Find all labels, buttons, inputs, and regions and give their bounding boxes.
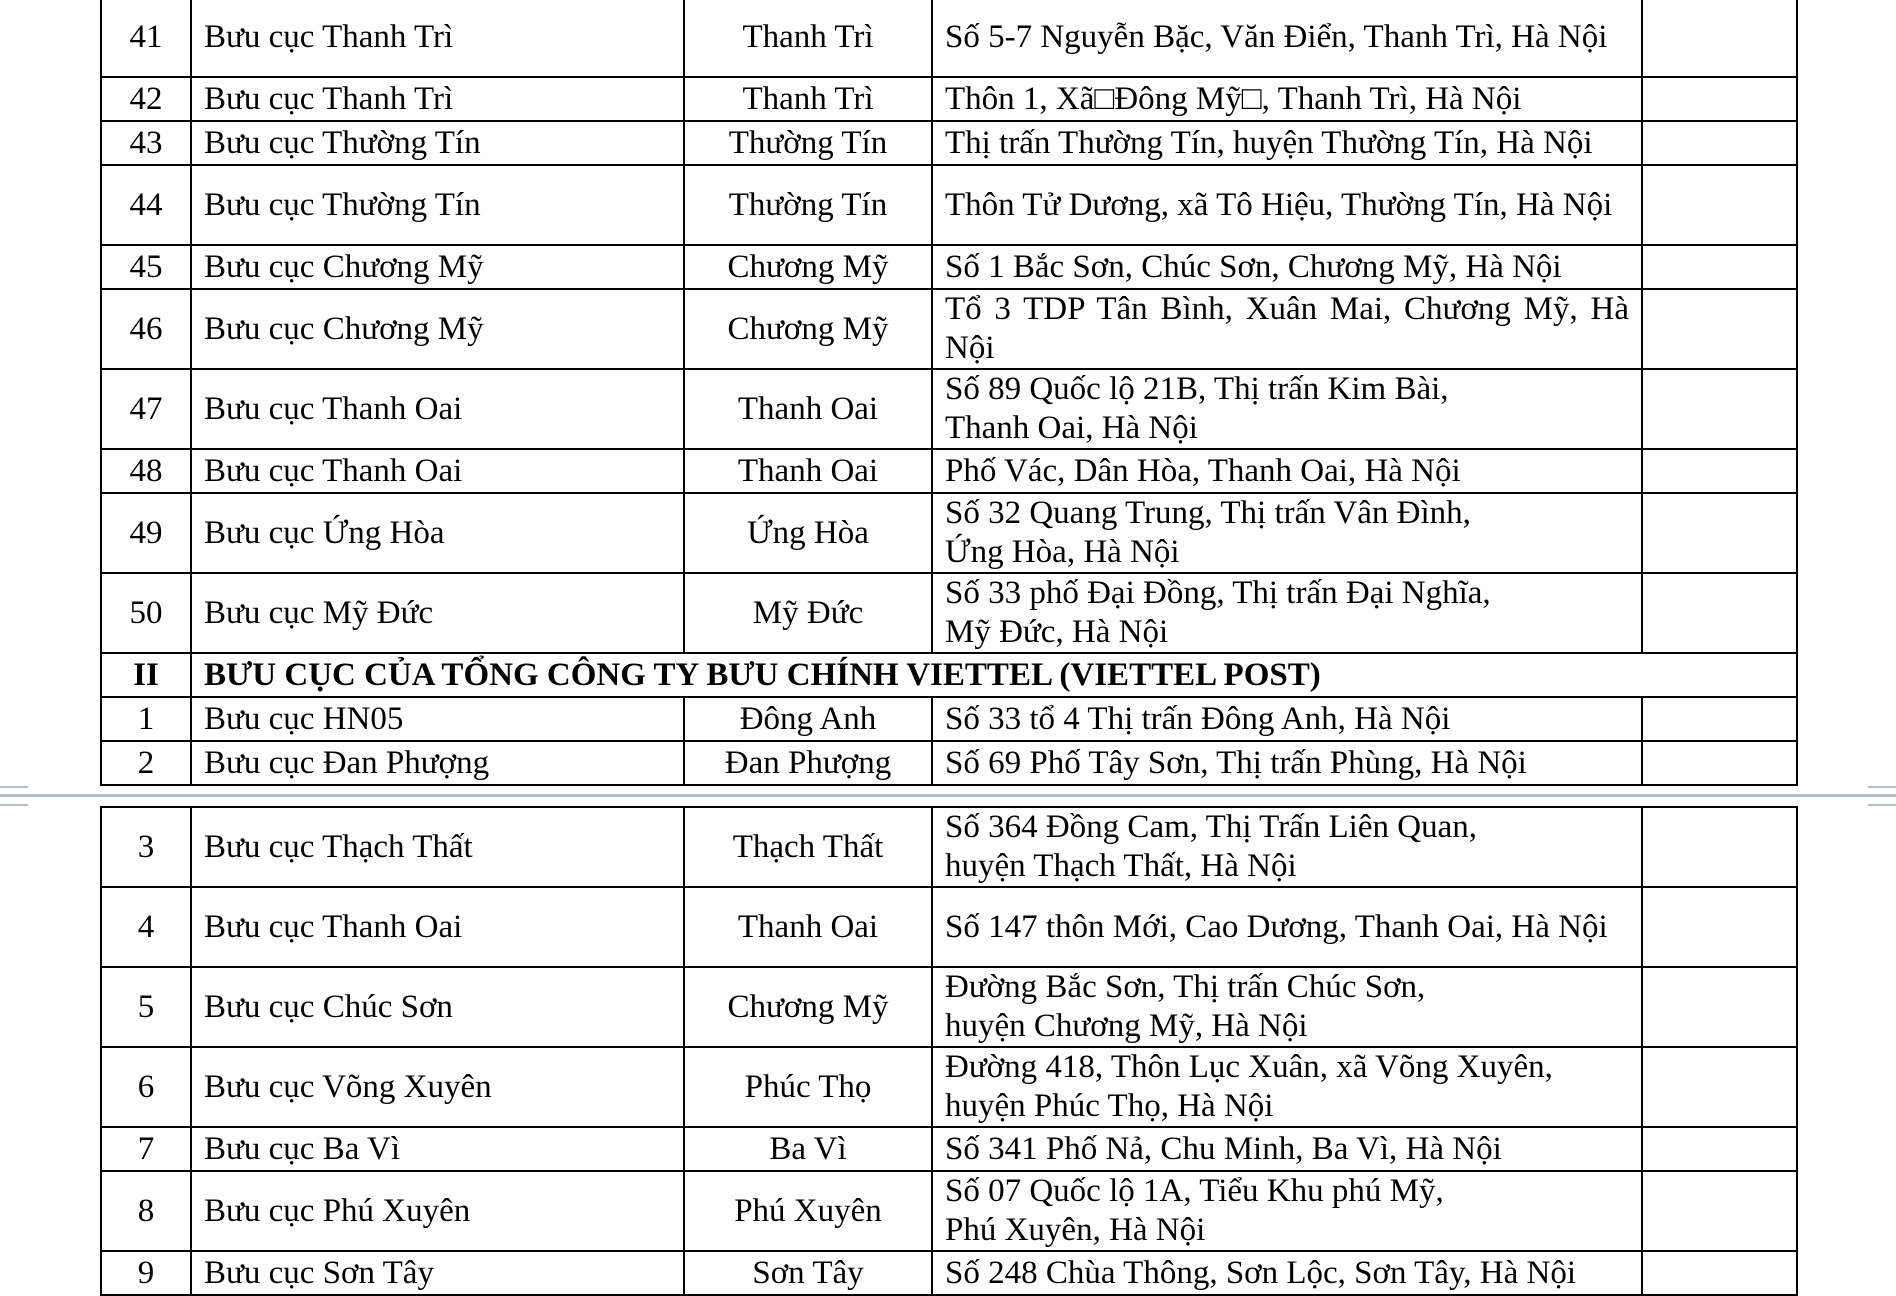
address-cell bbox=[932, 1127, 1642, 1171]
address-cell bbox=[932, 493, 1642, 573]
row-number: 45 bbox=[101, 245, 191, 289]
table-row bbox=[101, 449, 1797, 493]
address-line: Số 33 phố Đại Đồng, Thị trấn Đại Nghĩa, bbox=[945, 575, 1491, 611]
district-name: Đan Phượng bbox=[684, 741, 932, 785]
note-cell bbox=[1642, 1171, 1797, 1251]
post-office-name: Bưu cục Võng Xuyên bbox=[191, 1047, 684, 1127]
table-row bbox=[101, 245, 1797, 289]
address-line: Số 364 Đồng Cam, Thị Trấn Liên Quan, bbox=[945, 809, 1477, 845]
row-number: 44 bbox=[101, 165, 191, 245]
table-row bbox=[101, 369, 1797, 449]
district-name: Phú Xuyên bbox=[684, 1171, 932, 1251]
address-line: Số 147 thôn Mới, Cao Dương, Thanh Oai, Hà Nội bbox=[945, 908, 1608, 945]
address-line: Thôn 1, Xã□Đông Mỹ□, Thanh Trì, Hà Nội bbox=[945, 80, 1522, 117]
address-line-2: Phú Xuyên, Hà Nội bbox=[945, 1212, 1206, 1248]
district-name: Thường Tín bbox=[684, 165, 932, 245]
table-row bbox=[101, 1047, 1797, 1127]
note-cell bbox=[1642, 1251, 1797, 1295]
row-number: 4 bbox=[101, 887, 191, 967]
note-cell bbox=[1642, 77, 1797, 121]
district-name: Mỹ Đức bbox=[684, 573, 932, 653]
post-office-name: Bưu cục Thanh Oai bbox=[191, 887, 684, 967]
note-cell bbox=[1642, 807, 1797, 887]
table-row bbox=[101, 289, 1797, 369]
note-cell bbox=[1642, 245, 1797, 289]
address-cell bbox=[932, 121, 1642, 165]
address-cell bbox=[932, 369, 1642, 449]
page-break-separator bbox=[0, 794, 1896, 797]
post-office-table-top bbox=[100, 0, 1798, 786]
note-cell bbox=[1642, 0, 1797, 77]
address-line: Số 69 Phố Tây Sơn, Thị trấn Phùng, Hà Nội bbox=[945, 744, 1527, 781]
address-cell bbox=[932, 1171, 1642, 1251]
row-number: 50 bbox=[101, 573, 191, 653]
note-cell bbox=[1642, 573, 1797, 653]
address-cell bbox=[932, 245, 1642, 289]
row-number: 48 bbox=[101, 449, 191, 493]
district-name: Thanh Trì bbox=[684, 77, 932, 121]
district-name: Thanh Oai bbox=[684, 887, 932, 967]
post-office-name: Bưu cục Thanh Trì bbox=[191, 77, 684, 121]
address-cell bbox=[932, 289, 1642, 369]
post-office-name: Bưu cục Chương Mỹ bbox=[191, 289, 684, 369]
row-number: 3 bbox=[101, 807, 191, 887]
district-name: Thanh Trì bbox=[684, 0, 932, 77]
address-line-2: Thanh Oai, Hà Nội bbox=[945, 410, 1198, 446]
note-cell bbox=[1642, 369, 1797, 449]
note-cell bbox=[1642, 289, 1797, 369]
row-number: 47 bbox=[101, 369, 191, 449]
address-line: Số 07 Quốc lộ 1A, Tiểu Khu phú Mỹ, bbox=[945, 1173, 1444, 1209]
district-name: Ứng Hòa bbox=[684, 493, 932, 573]
row-number: 42 bbox=[101, 77, 191, 121]
note-cell bbox=[1642, 887, 1797, 967]
address-line: Thị trấn Thường Tín, huyện Thường Tín, Hà Nội bbox=[945, 124, 1593, 161]
row-number: 7 bbox=[101, 1127, 191, 1171]
table-row bbox=[101, 0, 1797, 77]
post-office-table-bottom bbox=[100, 806, 1798, 1296]
address-cell bbox=[932, 573, 1642, 653]
address-cell bbox=[932, 1047, 1642, 1127]
address-line: Số 1 Bắc Sơn, Chúc Sơn, Chương Mỹ, Hà Nội bbox=[945, 248, 1562, 285]
district-name: Ba Vì bbox=[684, 1127, 932, 1171]
address-line-2: Mỹ Đức, Hà Nội bbox=[945, 614, 1169, 650]
post-office-name: Bưu cục Thanh Trì bbox=[191, 0, 684, 77]
address-line: Số 5-7 Nguyễn Bặc, Văn Điển, Thanh Trì, Hà Nội bbox=[945, 18, 1608, 55]
note-cell bbox=[1642, 1047, 1797, 1127]
post-office-name: Bưu cục Chúc Sơn bbox=[191, 967, 684, 1047]
section-title: BƯU CỤC CỦA TỔNG CÔNG TY BƯU CHÍNH VIETTEL (VIETTEL POST) bbox=[191, 653, 1797, 697]
district-name: Sơn Tây bbox=[684, 1251, 932, 1295]
address-cell bbox=[932, 449, 1642, 493]
address-line-2: Ứng Hòa, Hà Nội bbox=[945, 534, 1180, 570]
row-number: 2 bbox=[101, 741, 191, 785]
district-name: Thạch Thất bbox=[684, 807, 932, 887]
district-name: Thanh Oai bbox=[684, 369, 932, 449]
page-break-handle-right[interactable] bbox=[1868, 786, 1896, 806]
address-line: Số 33 tổ 4 Thị trấn Đông Anh, Hà Nội bbox=[945, 700, 1451, 737]
table-row bbox=[101, 967, 1797, 1047]
table-row bbox=[101, 807, 1797, 887]
address-line: Tổ 3 TDP Tân Bình, Xuân Mai, Chương Mỹ, Hà Nội bbox=[945, 291, 1629, 366]
district-name: Đông Anh bbox=[684, 697, 932, 741]
row-number: 5 bbox=[101, 967, 191, 1047]
post-office-name: Bưu cục Mỹ Đức bbox=[191, 573, 684, 653]
address-line-2: huyện Phúc Thọ, Hà Nội bbox=[945, 1088, 1274, 1124]
note-cell bbox=[1642, 165, 1797, 245]
table-row bbox=[101, 77, 1797, 121]
address-cell bbox=[932, 741, 1642, 785]
note-cell bbox=[1642, 741, 1797, 785]
table-row bbox=[101, 573, 1797, 653]
section-number: II bbox=[101, 653, 191, 697]
address-line: Số 89 Quốc lộ 21B, Thị trấn Kim Bài, bbox=[945, 371, 1449, 407]
address-line: Số 32 Quang Trung, Thị trấn Vân Đình, bbox=[945, 495, 1471, 531]
table-row bbox=[101, 887, 1797, 967]
address-cell bbox=[932, 807, 1642, 887]
district-name: Chương Mỹ bbox=[684, 967, 932, 1047]
post-office-name: Bưu cục Phú Xuyên bbox=[191, 1171, 684, 1251]
row-number: 49 bbox=[101, 493, 191, 573]
note-cell bbox=[1642, 121, 1797, 165]
row-number: 6 bbox=[101, 1047, 191, 1127]
post-office-name: Bưu cục Ứng Hòa bbox=[191, 493, 684, 573]
post-office-name: Bưu cục Thường Tín bbox=[191, 165, 684, 245]
row-number: 41 bbox=[101, 0, 191, 77]
section-header-row bbox=[101, 653, 1797, 697]
table-row bbox=[101, 1171, 1797, 1251]
address-cell bbox=[932, 1251, 1642, 1295]
table-row bbox=[101, 741, 1797, 785]
post-office-name: Bưu cục Ba Vì bbox=[191, 1127, 684, 1171]
table-row bbox=[101, 493, 1797, 573]
address-cell bbox=[932, 0, 1642, 77]
address-line-2: huyện Thạch Thất, Hà Nội bbox=[945, 848, 1297, 884]
address-cell bbox=[932, 77, 1642, 121]
post-office-name: Bưu cục Sơn Tây bbox=[191, 1251, 684, 1295]
district-name: Thanh Oai bbox=[684, 449, 932, 493]
table-row bbox=[101, 121, 1797, 165]
post-office-name: Bưu cục Thường Tín bbox=[191, 121, 684, 165]
address-line: Số 248 Chùa Thông, Sơn Lộc, Sơn Tây, Hà Nội bbox=[945, 1254, 1577, 1291]
address-line: Số 341 Phố Nả, Chu Minh, Ba Vì, Hà Nội bbox=[945, 1130, 1502, 1167]
district-name: Phúc Thọ bbox=[684, 1047, 932, 1127]
address-line: Đường Bắc Sơn, Thị trấn Chúc Sơn, bbox=[945, 969, 1426, 1005]
row-number: 9 bbox=[101, 1251, 191, 1295]
address-cell bbox=[932, 165, 1642, 245]
table-row bbox=[101, 697, 1797, 741]
note-cell bbox=[1642, 449, 1797, 493]
post-office-name: Bưu cục Chương Mỹ bbox=[191, 245, 684, 289]
note-cell bbox=[1642, 697, 1797, 741]
address-line-2: huyện Chương Mỹ, Hà Nội bbox=[945, 1008, 1308, 1044]
address-line: Thôn Tử Dương, xã Tô Hiệu, Thường Tín, Hà Nội bbox=[945, 186, 1613, 223]
table-row bbox=[101, 165, 1797, 245]
post-office-name: Bưu cục Thanh Oai bbox=[191, 369, 684, 449]
district-name: Chương Mỹ bbox=[684, 289, 932, 369]
address-line: Đường 418, Thôn Lục Xuân, xã Võng Xuyên, bbox=[945, 1049, 1553, 1085]
address-line: Phố Vác, Dân Hòa, Thanh Oai, Hà Nội bbox=[945, 452, 1461, 489]
address-cell bbox=[932, 697, 1642, 741]
table-row bbox=[101, 1251, 1797, 1295]
page-break-handle-left[interactable] bbox=[0, 786, 28, 806]
address-cell bbox=[932, 967, 1642, 1047]
district-name: Thường Tín bbox=[684, 121, 932, 165]
post-office-name: Bưu cục Thanh Oai bbox=[191, 449, 684, 493]
note-cell bbox=[1642, 967, 1797, 1047]
post-office-name: Bưu cục Đan Phượng bbox=[191, 741, 684, 785]
row-number: 43 bbox=[101, 121, 191, 165]
note-cell bbox=[1642, 493, 1797, 573]
table-row bbox=[101, 1127, 1797, 1171]
address-cell bbox=[932, 887, 1642, 967]
post-office-name: Bưu cục Thạch Thất bbox=[191, 807, 684, 887]
district-name: Chương Mỹ bbox=[684, 245, 932, 289]
post-office-name: Bưu cục HN05 bbox=[191, 697, 684, 741]
row-number: 46 bbox=[101, 289, 191, 369]
row-number: 1 bbox=[101, 697, 191, 741]
note-cell bbox=[1642, 1127, 1797, 1171]
row-number: 8 bbox=[101, 1171, 191, 1251]
